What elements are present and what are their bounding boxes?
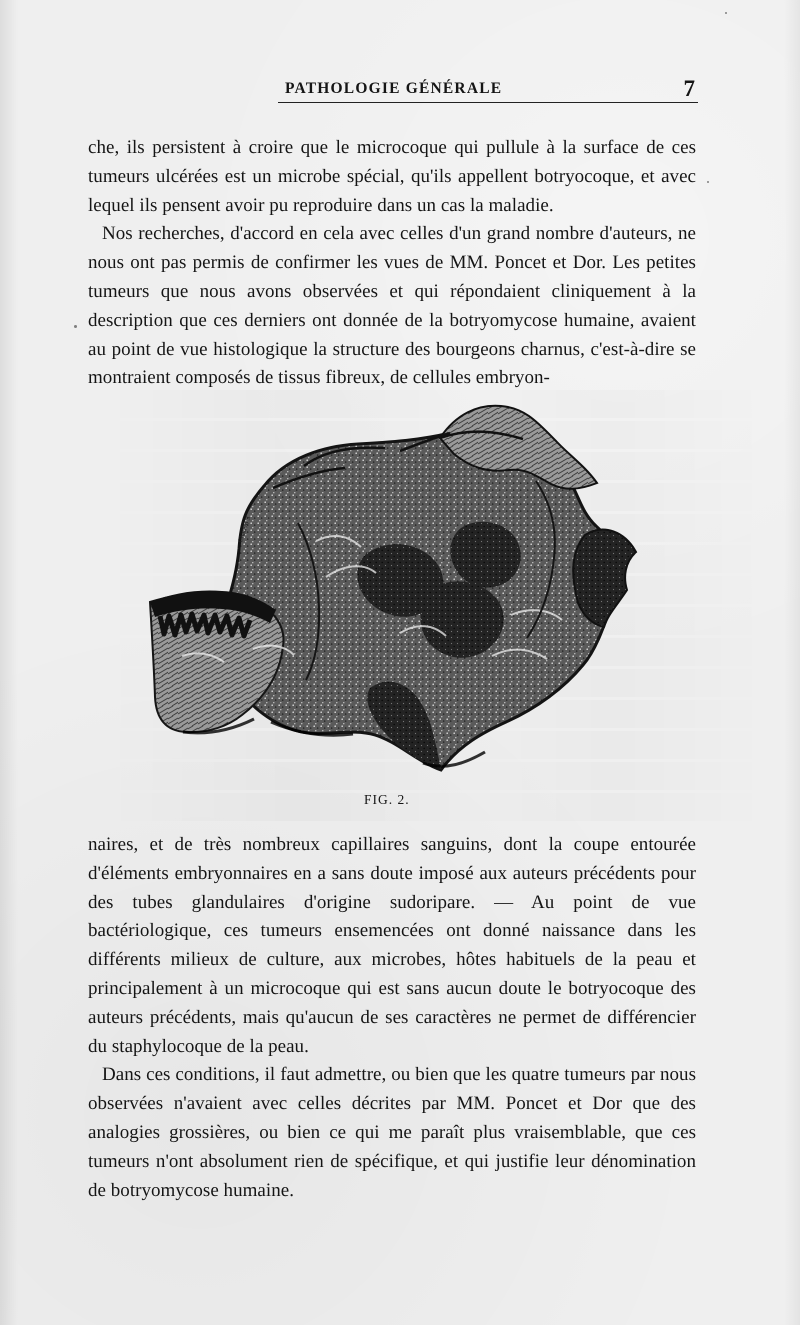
paper-speck	[707, 181, 709, 183]
body-text-top	[88, 134, 696, 393]
small-inscription: Chauvo 3	[236, 515, 253, 544]
paragraph-continuation: che, ils persistent à croire que le microcoque qui pullule à la surface de ces tumeurs ulcérées est un microbe spécial, qu'ils appellent botryocoque, et avec lequel ils pensent avoir pu reproduire dans un cas la maladie.	[88, 137, 696, 216]
paragraph-bacteriology: naires, et de très nombreux capillaires sanguins, dont la coupe entourée d'éléments embryonnaires en a sans doute imposé aux auteurs précédents pour des tubes glandulaires d'origine sudoripare. — Au point de vue bactériologique, ces tumeurs ensemencées ont donné naissance dans les différents milieux de culture, aux microbes, hôtes habituels de la peau et principalement à un microcoque qui est sans aucun doute le botryocoque des auteurs précédents, mais qu'aucun de ses caractères ne permet de différencier du staphylocoque de la peau.	[88, 834, 696, 1057]
paper-speck	[725, 12, 727, 14]
page-number: 7	[683, 76, 695, 101]
right-marginal-lobe	[573, 530, 636, 627]
paragraph-research: Nos recherches, d'accord en cela avec celles d'un grand nombre d'auteurs, ne nous ont pas permis de confirmer les vues de MM. Poncet et Dor. Les petites tumeurs que nous avons observées et qui répondaient cliniquement à la description que ces derniers ont donnée de la botryomycose humaine, avaient au point de vue histologique la structure des bourgeons charnus, c'est-à-dire se montraient composés de tissus fibreux, de cellules embryon-	[88, 223, 696, 389]
running-title: PATHOLOGIE GÉNÉRALE	[285, 80, 503, 97]
figure-caption: FIG. 2.	[364, 792, 410, 807]
running-head	[88, 76, 696, 110]
histology-specimen-illustration	[138, 396, 640, 788]
histology-figure	[138, 396, 640, 788]
paper-speck	[74, 325, 77, 328]
paragraph-conclusion: Dans ces conditions, il faut admettre, ou bien que les quatre tumeurs par nous observées n'avaient avec celles décrites par MM. Poncet et Dor que des analogies grossières, ou bien ce qui me paraît plus vraisemblable, que ces tumeurs n'ont absolument rien de spécifique, et qui justifie leur dénomination de botryomycose humaine.	[88, 1064, 696, 1201]
body-text-bottom	[88, 831, 696, 1205]
scan-edge-left	[0, 0, 18, 1325]
scan-edge-right	[784, 0, 800, 1325]
header-rule	[278, 102, 698, 103]
